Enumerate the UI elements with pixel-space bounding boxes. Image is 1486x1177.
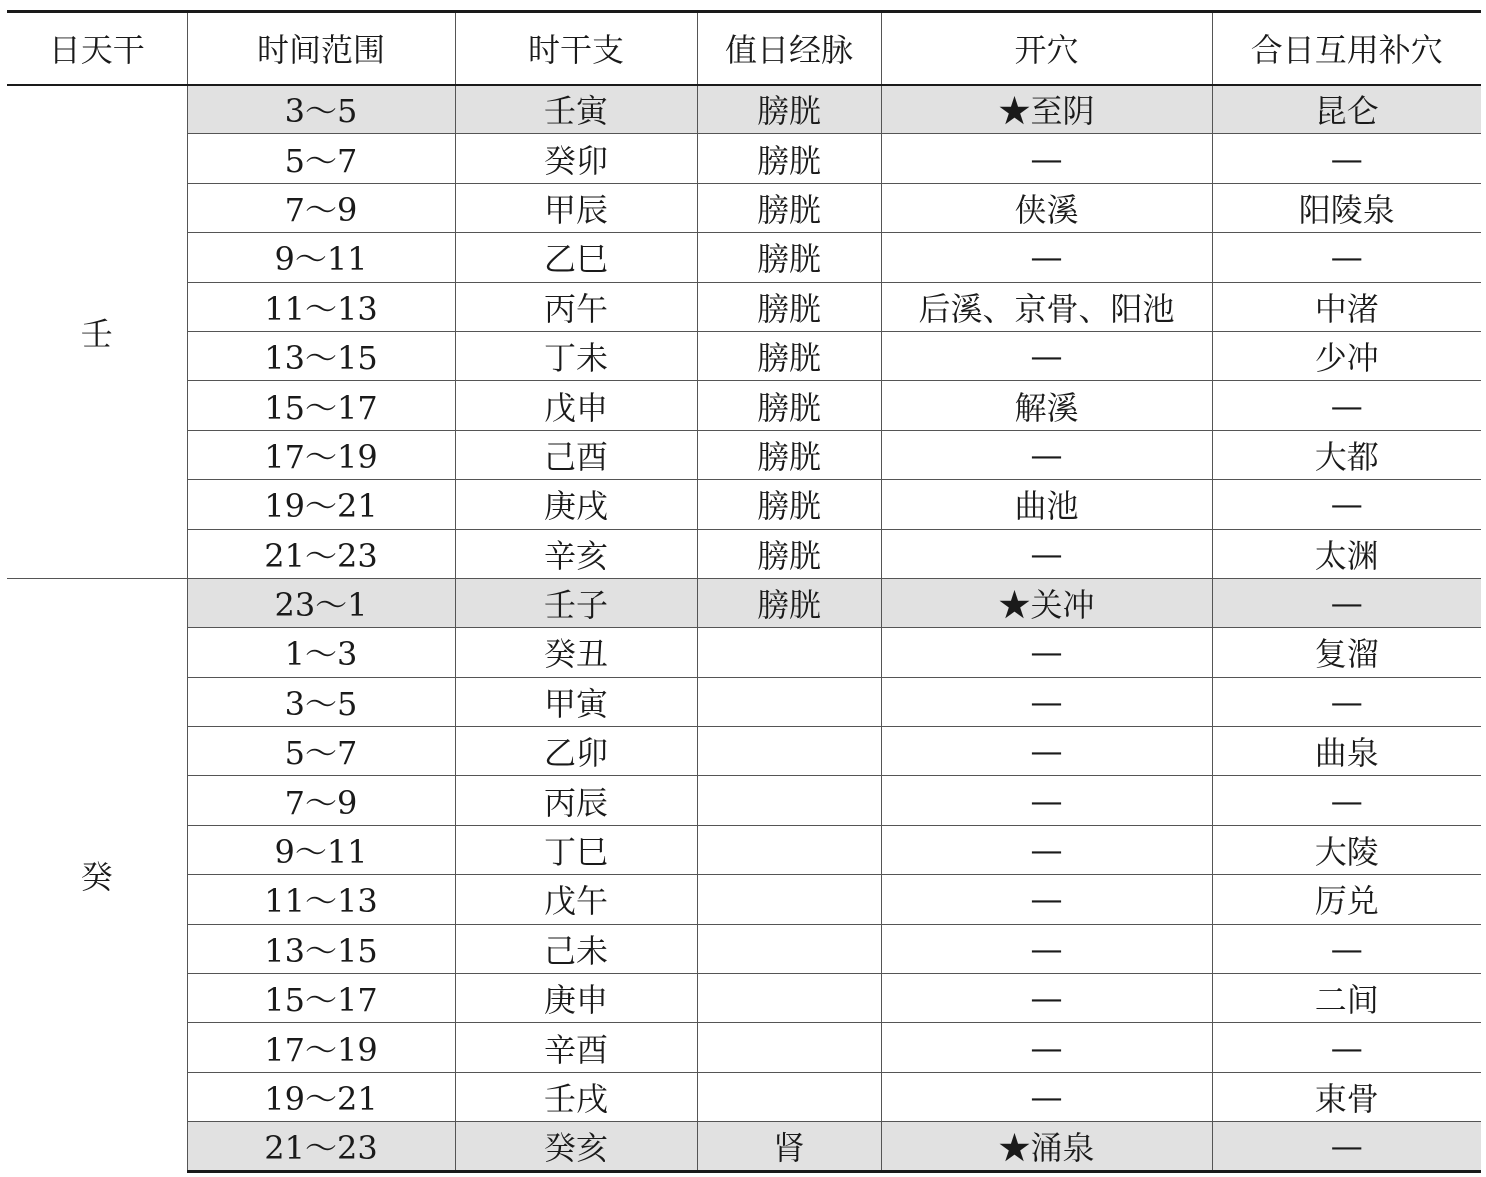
cell-supplement-point: 阳陵泉 (1212, 183, 1481, 232)
cell-hour-ganzhi: 癸丑 (455, 628, 697, 677)
cell-duty-meridian (697, 924, 881, 973)
table-row (7, 233, 1481, 282)
cell-open-point: — (881, 331, 1212, 380)
cell-time-range: 11～13 (187, 282, 455, 331)
table-row (7, 578, 1481, 627)
table-row (7, 628, 1481, 677)
cell-open-point: — (881, 134, 1212, 183)
cell-supplement-point: 少冲 (1212, 331, 1481, 380)
cell-open-point: — (881, 1072, 1212, 1121)
cell-day-stem: 癸 (7, 578, 187, 1171)
cell-time-range: 23～1 (187, 578, 455, 627)
cell-open-point: — (881, 727, 1212, 776)
cell-hour-ganzhi: 丁未 (455, 331, 697, 380)
cell-open-point: — (881, 233, 1212, 282)
cell-duty-meridian (697, 1023, 881, 1072)
cell-hour-ganzhi: 戊申 (455, 381, 697, 430)
table-row (7, 875, 1481, 924)
table-row (7, 677, 1481, 726)
cell-hour-ganzhi: 壬戌 (455, 1072, 697, 1121)
cell-hour-ganzhi: 壬子 (455, 578, 697, 627)
cell-supplement-point: — (1212, 480, 1481, 529)
cell-supplement-point: — (1212, 381, 1481, 430)
cell-time-range: 15～17 (187, 381, 455, 430)
cell-open-point: ★至阴 (881, 85, 1212, 134)
cell-duty-meridian: 膀胱 (697, 578, 881, 627)
table-row (7, 825, 1481, 874)
acupoint-table-container (7, 10, 1481, 1173)
table-row (7, 430, 1481, 479)
table-row (7, 974, 1481, 1023)
cell-time-range: 5～7 (187, 134, 455, 183)
cell-time-range: 21～23 (187, 1122, 455, 1171)
table-row (7, 183, 1481, 232)
table-row (7, 480, 1481, 529)
cell-time-range: 13～15 (187, 924, 455, 973)
cell-open-point: — (881, 430, 1212, 479)
cell-open-point: — (881, 875, 1212, 924)
cell-open-point: — (881, 776, 1212, 825)
header-open-point: 开穴 (881, 12, 1212, 85)
table-row (7, 331, 1481, 380)
cell-duty-meridian (697, 875, 881, 924)
cell-duty-meridian: 膀胱 (697, 480, 881, 529)
cell-supplement-point: 中渚 (1212, 282, 1481, 331)
cell-time-range: 3～5 (187, 677, 455, 726)
cell-hour-ganzhi: 庚戌 (455, 480, 697, 529)
cell-time-range: 19～21 (187, 1072, 455, 1121)
cell-supplement-point: 昆仑 (1212, 85, 1481, 134)
cell-supplement-point: — (1212, 776, 1481, 825)
cell-hour-ganzhi: 壬寅 (455, 85, 697, 134)
cell-time-range: 17～19 (187, 1023, 455, 1072)
cell-hour-ganzhi: 辛亥 (455, 529, 697, 578)
header-row (7, 12, 1481, 85)
cell-time-range: 3～5 (187, 85, 455, 134)
cell-duty-meridian: 肾 (697, 1122, 881, 1171)
cell-open-point: — (881, 924, 1212, 973)
header-supplement-point: 合日互用补穴 (1212, 12, 1481, 85)
cell-supplement-point: 太渊 (1212, 529, 1481, 578)
cell-supplement-point: 复溜 (1212, 628, 1481, 677)
cell-duty-meridian: 膀胱 (697, 529, 881, 578)
table-row (7, 1122, 1481, 1171)
cell-time-range: 15～17 (187, 974, 455, 1023)
cell-open-point: 解溪 (881, 381, 1212, 430)
cell-supplement-point: — (1212, 677, 1481, 726)
table-header (7, 12, 1481, 85)
acupoint-schedule-table (7, 10, 1481, 1173)
cell-supplement-point: — (1212, 1023, 1481, 1072)
cell-duty-meridian: 膀胱 (697, 233, 881, 282)
cell-time-range: 11～13 (187, 875, 455, 924)
cell-supplement-point: — (1212, 134, 1481, 183)
cell-hour-ganzhi: 甲辰 (455, 183, 697, 232)
cell-supplement-point: — (1212, 233, 1481, 282)
cell-supplement-point: 大陵 (1212, 825, 1481, 874)
cell-duty-meridian: 膀胱 (697, 430, 881, 479)
cell-supplement-point: — (1212, 1122, 1481, 1171)
cell-open-point: — (881, 974, 1212, 1023)
cell-hour-ganzhi: 丙辰 (455, 776, 697, 825)
table-row (7, 924, 1481, 973)
cell-open-point: — (881, 677, 1212, 726)
cell-hour-ganzhi: 癸卯 (455, 134, 697, 183)
cell-duty-meridian (697, 1072, 881, 1121)
cell-supplement-point: — (1212, 578, 1481, 627)
cell-duty-meridian (697, 776, 881, 825)
cell-supplement-point: — (1212, 924, 1481, 973)
cell-hour-ganzhi: 乙巳 (455, 233, 697, 282)
cell-time-range: 19～21 (187, 480, 455, 529)
table-row (7, 776, 1481, 825)
cell-duty-meridian (697, 825, 881, 874)
cell-hour-ganzhi: 丙午 (455, 282, 697, 331)
cell-time-range: 7～9 (187, 183, 455, 232)
cell-hour-ganzhi: 辛酉 (455, 1023, 697, 1072)
cell-open-point: 侠溪 (881, 183, 1212, 232)
header-day-stem: 日天干 (7, 12, 187, 85)
header-time-range: 时间范围 (187, 12, 455, 85)
table-row (7, 134, 1481, 183)
cell-time-range: 13～15 (187, 331, 455, 380)
table-row (7, 381, 1481, 430)
cell-duty-meridian: 膀胱 (697, 381, 881, 430)
cell-open-point: ★关冲 (881, 578, 1212, 627)
cell-hour-ganzhi: 己酉 (455, 430, 697, 479)
table-row (7, 1023, 1481, 1072)
cell-duty-meridian: 膀胱 (697, 85, 881, 134)
table-row (7, 529, 1481, 578)
cell-duty-meridian (697, 727, 881, 776)
table-body (7, 85, 1481, 1172)
cell-time-range: 17～19 (187, 430, 455, 479)
header-hour-ganzhi: 时干支 (455, 12, 697, 85)
cell-hour-ganzhi: 乙卯 (455, 727, 697, 776)
cell-hour-ganzhi: 己未 (455, 924, 697, 973)
cell-duty-meridian: 膀胱 (697, 331, 881, 380)
cell-hour-ganzhi: 庚申 (455, 974, 697, 1023)
cell-open-point: — (881, 529, 1212, 578)
cell-time-range: 5～7 (187, 727, 455, 776)
cell-duty-meridian: 膀胱 (697, 134, 881, 183)
cell-time-range: 9～11 (187, 825, 455, 874)
table-row (7, 727, 1481, 776)
cell-open-point: 后溪、京骨、阳池 (881, 282, 1212, 331)
cell-duty-meridian (697, 677, 881, 726)
cell-time-range: 7～9 (187, 776, 455, 825)
table-row (7, 282, 1481, 331)
cell-day-stem: 壬 (7, 85, 187, 579)
cell-hour-ganzhi: 戊午 (455, 875, 697, 924)
cell-open-point: ★涌泉 (881, 1122, 1212, 1171)
cell-time-range: 21～23 (187, 529, 455, 578)
cell-hour-ganzhi: 丁巳 (455, 825, 697, 874)
cell-open-point: — (881, 628, 1212, 677)
cell-supplement-point: 曲泉 (1212, 727, 1481, 776)
cell-duty-meridian: 膀胱 (697, 282, 881, 331)
header-duty-meridian: 值日经脉 (697, 12, 881, 85)
cell-time-range: 9～11 (187, 233, 455, 282)
cell-supplement-point: 束骨 (1212, 1072, 1481, 1121)
table-row (7, 1072, 1481, 1121)
cell-hour-ganzhi: 癸亥 (455, 1122, 697, 1171)
cell-time-range: 1～3 (187, 628, 455, 677)
cell-duty-meridian: 膀胱 (697, 183, 881, 232)
cell-supplement-point: 厉兑 (1212, 875, 1481, 924)
cell-open-point: — (881, 825, 1212, 874)
cell-duty-meridian (697, 628, 881, 677)
table-row (7, 85, 1481, 134)
cell-supplement-point: 大都 (1212, 430, 1481, 479)
cell-open-point: 曲池 (881, 480, 1212, 529)
cell-duty-meridian (697, 974, 881, 1023)
cell-supplement-point: 二间 (1212, 974, 1481, 1023)
cell-open-point: — (881, 1023, 1212, 1072)
cell-hour-ganzhi: 甲寅 (455, 677, 697, 726)
